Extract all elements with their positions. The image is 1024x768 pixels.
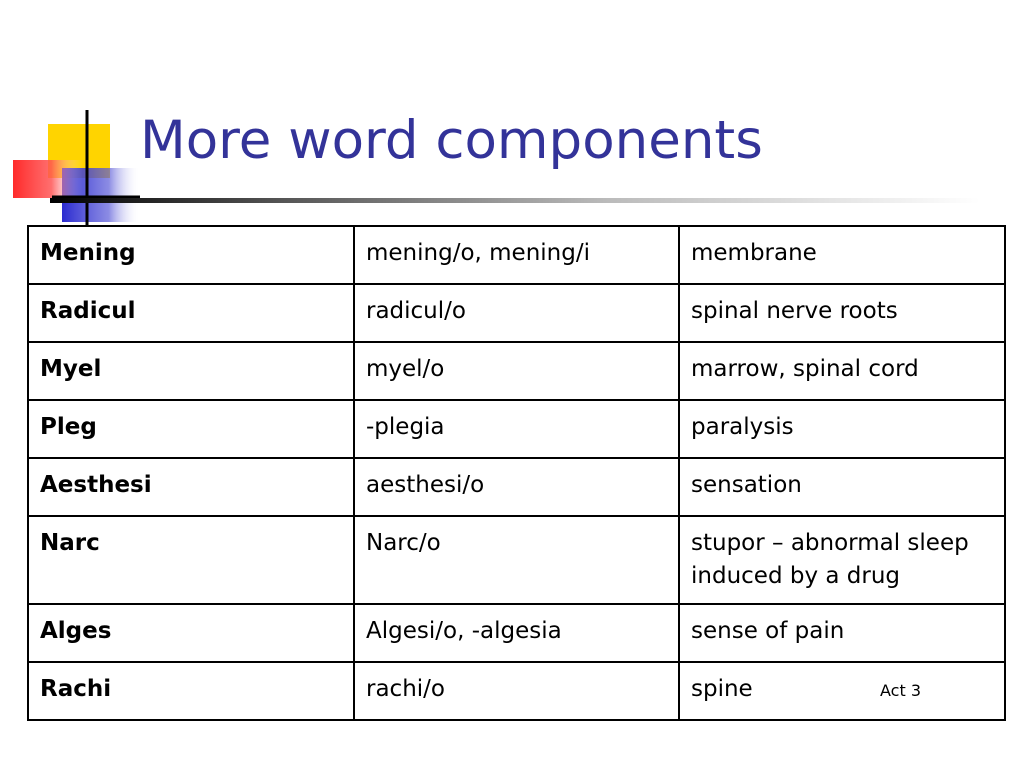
combining-form-cell: -plegia [354,400,679,458]
table-row [28,662,1005,720]
term-cell: Alges [28,604,354,662]
term-cell: Pleg [28,400,354,458]
meaning-cell: sense of pain [679,604,1005,662]
meaning-cell: spinal nerve roots [679,284,1005,342]
act-note: Act 3 [880,681,921,700]
meaning-cell: paralysis [679,400,1005,458]
combining-form-cell: aesthesi/o [354,458,679,516]
combining-form-cell: radicul/o [354,284,679,342]
table-row [28,458,1005,516]
combining-form-cell: Algesi/o, -algesia [354,604,679,662]
table-row [28,284,1005,342]
meaning-cell: marrow, spinal cord [679,342,1005,400]
meaning-cell: membrane [679,226,1005,284]
table-row [28,226,1005,284]
term-cell: Rachi [28,662,354,720]
meaning-text: spine [691,676,753,702]
table-row [28,516,1005,604]
red-square [13,160,83,198]
combining-form-cell: myel/o [354,342,679,400]
title-underline [50,198,980,203]
term-cell: Mening [28,226,354,284]
slide-title: More word components [140,110,763,171]
table-row [28,604,1005,662]
combining-form-cell: rachi/o [354,662,679,720]
meaning-cell: stupor – abnormal sleep induced by a drug [679,516,1005,604]
meaning-cell: sensation [679,458,1005,516]
term-cell: Aesthesi [28,458,354,516]
term-cell: Myel [28,342,354,400]
table-row [28,400,1005,458]
term-cell: Radicul [28,284,354,342]
combining-form-cell: Narc/o [354,516,679,604]
table-row [28,342,1005,400]
combining-form-cell: mening/o, mening/i [354,226,679,284]
term-cell: Narc [28,516,354,604]
meaning-cell [679,662,1005,720]
word-components-table [27,225,1006,721]
